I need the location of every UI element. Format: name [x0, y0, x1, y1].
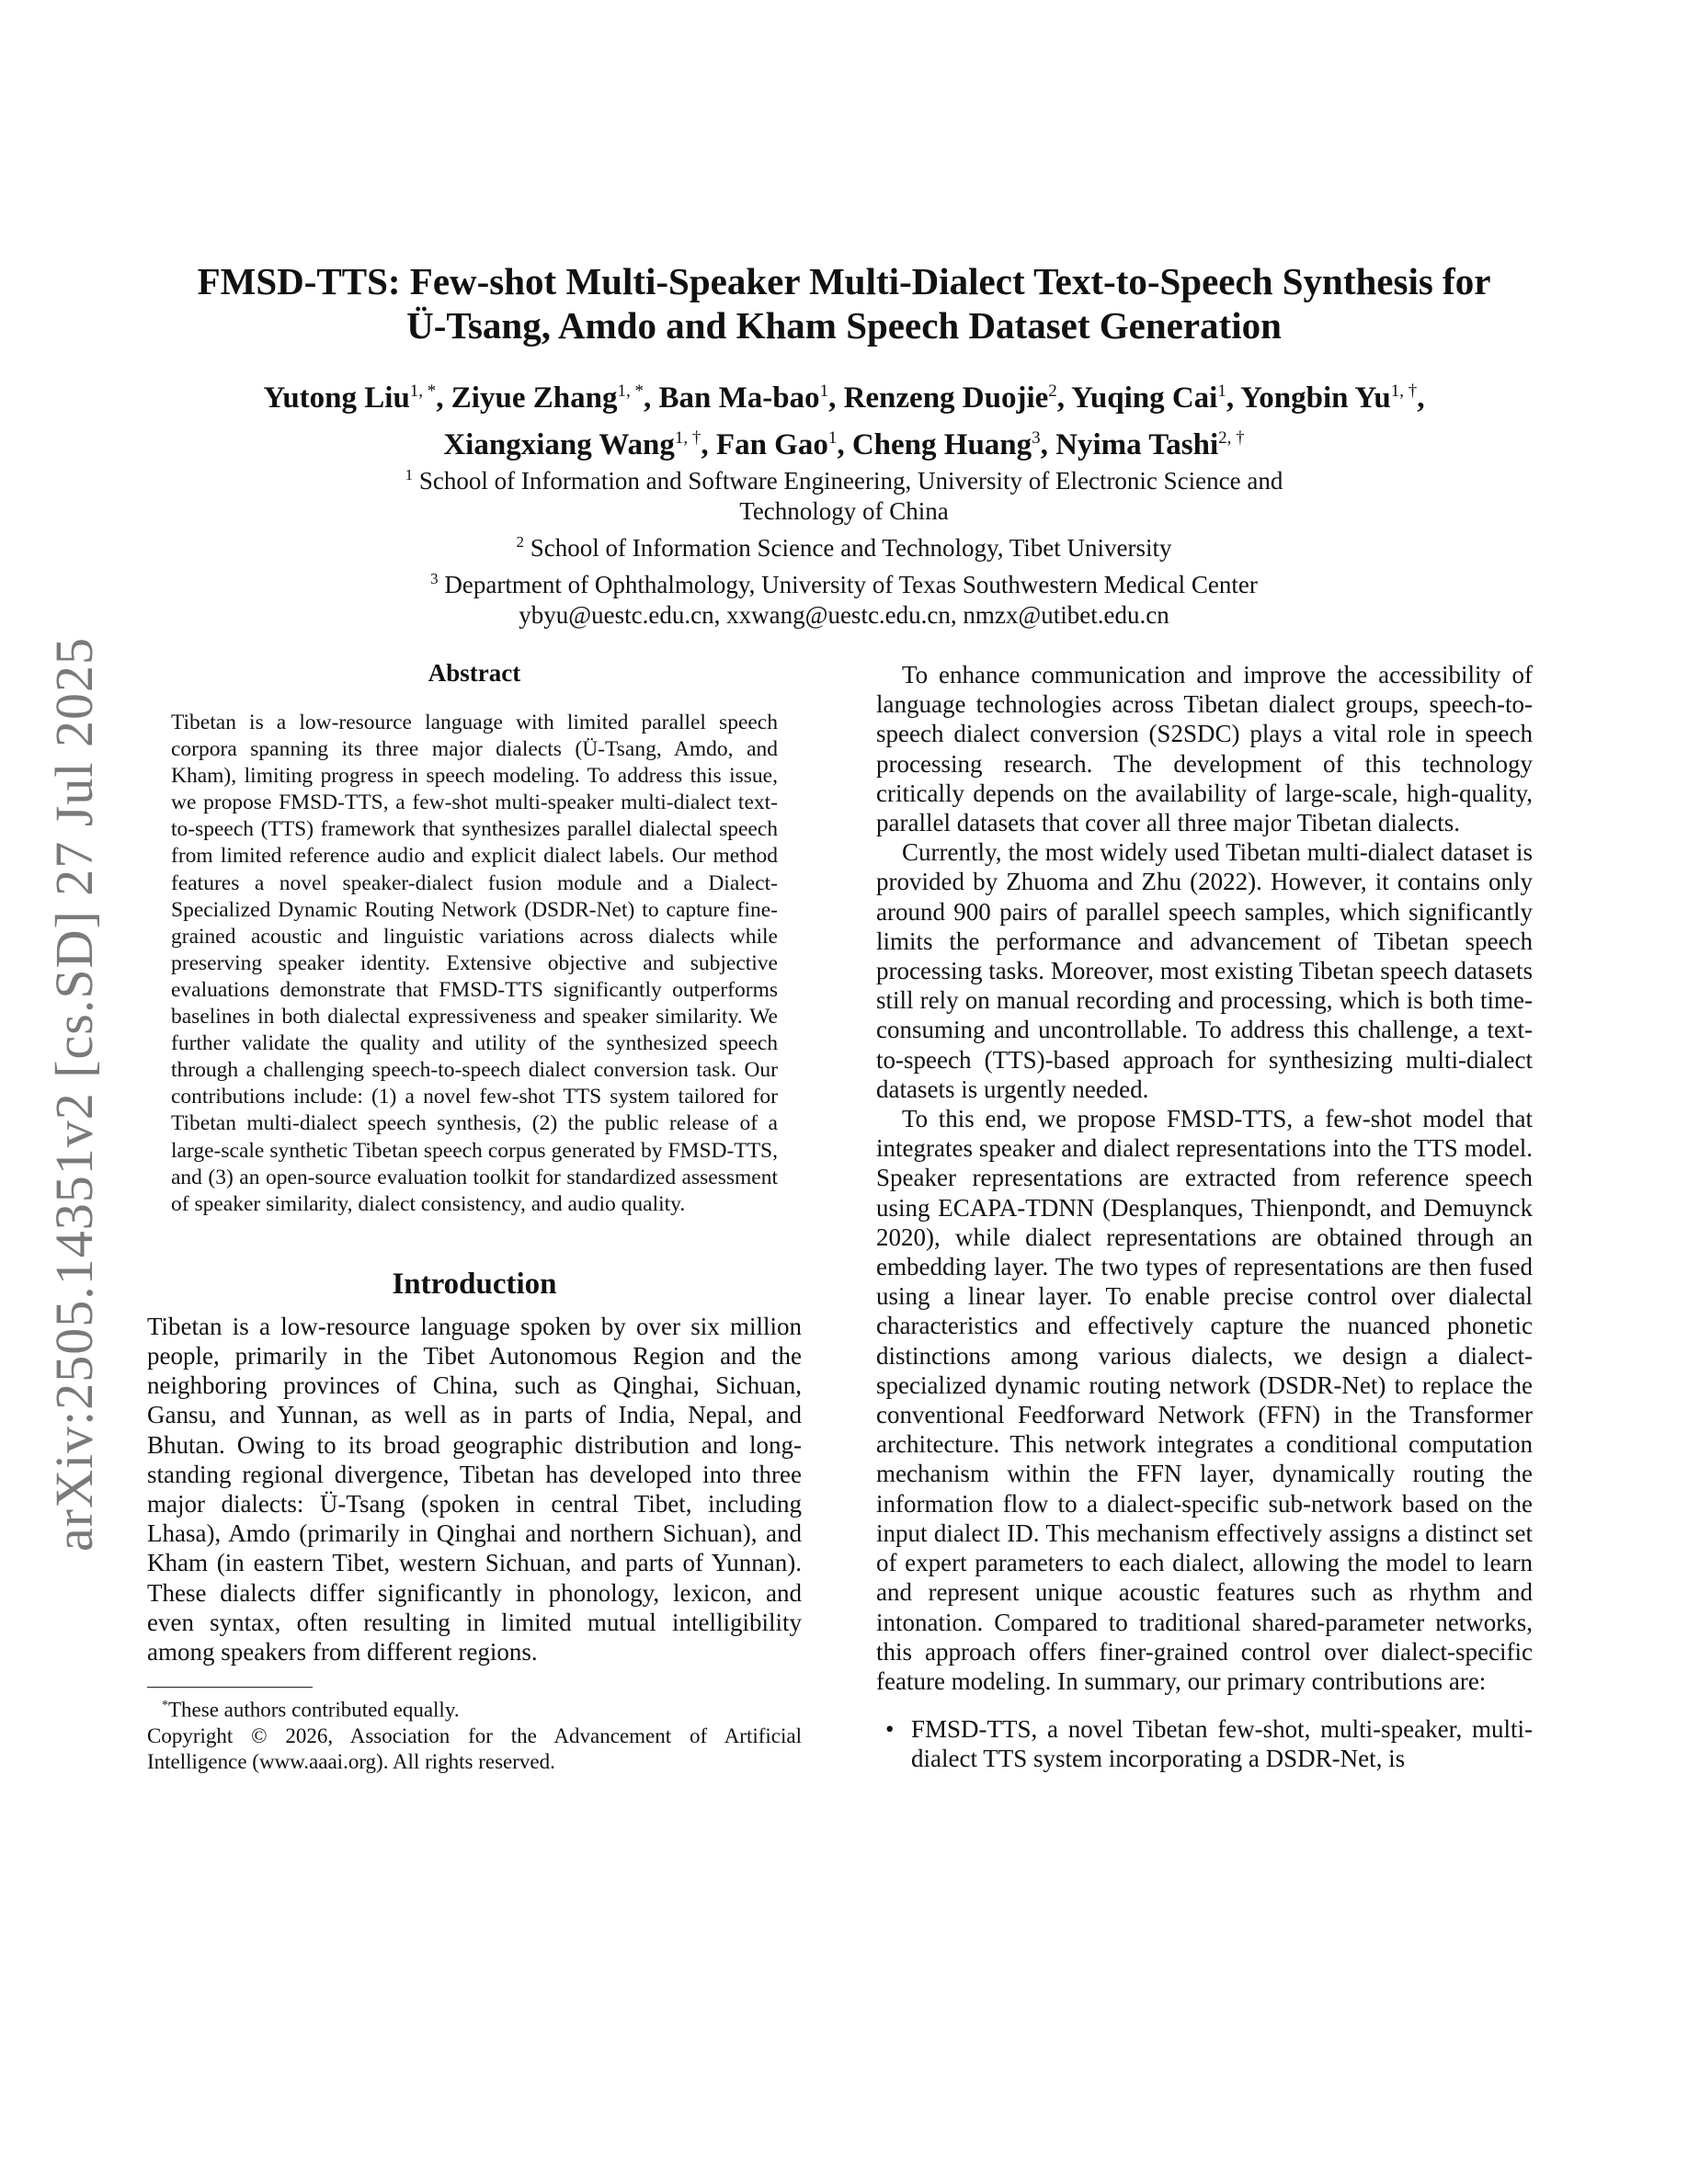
equal-contribution-footnote: *These authors contributed equally.	[162, 1698, 460, 1722]
author: Fan Gao$^1$,	[715, 428, 852, 461]
abstract-text: Tibetan is a low-resource language with limited parallel speech corpora spanning its three major dialects (Ü-Tsang, Amdo, and Kham), limiting progress in speech modeling. To address this issue, we propose FMSD-TTS, a few-shot multi-speaker multi-dialect text-to-speech (TTS) framework that synthesizes parallel dialectal speech from limited reference audio and explicit dialect labels. Our method features a novel speaker-dialect fusion module and a Dialect-Specialized Dynamic Routing Network (DSDR-Net) to capture fine-grained acoustic and linguistic variations across dialects while preserving speaker identity. Extensive objective and subjective evaluations demonstrate that FMSD-TTS significantly outperforms baselines in both dialectal expressiveness and speaker similarity. We further validate the quality and utility of the synthesized speech through a challenging speech-to-speech dialect conversion task. Our contributions include: (1) a novel few-shot TTS system tailored for Tibetan multi-dialect speech synthesis, (2) the public release of a large-scale synthetic Tibetan speech corpus generated by FMSD-TTS, and (3) an open-source evaluation toolkit for standardized assessment of speaker similarity, dialect consistency, and audio quality.	[171, 711, 778, 1216]
author: Ziyue Zhang$^{1, *}$,	[451, 381, 659, 415]
body-paragraph: To enhance communication and improve the accessibility of language technologies across Tibetan dialect groups, speech-to-speech dialect conversion (S2SDC) plays a vital role in speech processing research. The development of this technology critically depends on the availability of large-scale, high-quality, parallel datasets that cover all three major Tibetan dialects.	[876, 661, 1533, 837]
list-item	[876, 1714, 1533, 1773]
affiliations	[230, 460, 1458, 631]
abstract-heading: Abstract	[428, 659, 521, 687]
arxiv-identifier-text: arXiv:2505.14351v2 [cs.SD] 27 Jul 2025	[43, 636, 104, 1552]
contribution-text: FMSD-TTS, a novel Tibetan few-shot, multi-speaker, multi-dialect TTS system incorporating a DSDR-Net, is	[911, 1715, 1533, 1773]
copyright-notice: Copyright © 2026, Association for the Advancement of Artificial Intelligence (www.aaai.org). All rights reserved.	[147, 1723, 802, 1773]
title-line-2: Ü-Tsang, Amdo and Kham Speech Dataset Generation	[406, 304, 1282, 347]
footnote-divider	[147, 1687, 313, 1688]
body-paragraph: To this end, we propose FMSD-TTS, a few-shot model that integrates speaker and dialect representations into the TTS model. Speaker representations are extracted from reference speech using ECAPA-TDNN (Desplanques, Thienpondt, and Demuynck 2020), while dialect representations are obtained through an embedding layer. The two types of representations are then fused using a linear layer. To enable precise control over dialectal characteristics and effectively capture the nuanced phonetic distinctions among various dialects, we design a dialect-specialized dynamic routing network (DSDR-Net) to replace the conventional Feedforward Network (FFN) in the Transformer architecture. This network integrates a conditional computation mechanism within the FFN layer, dynamically routing the information flow to a dialect-specific sub-network based on the input dialect ID. This mechanism effectively assigns a distinct set of expert parameters to each dialect, allowing the model to learn and represent unique acoustic features such as rhythm and intonation. Compared to traditional shared-parameter networks, this approach offers finer-grained control over dialect-specific feature modeling. In summary, our primary contributions are:	[876, 1105, 1533, 1695]
title-line-1: FMSD-TTS: Few-shot Multi-Speaker Multi-Dialect Text-to-Speech Synthesis for	[197, 260, 1491, 302]
left-column	[147, 658, 802, 1775]
paper-title	[138, 259, 1550, 347]
affiliation-2: $^2$ School of Information Science and Technology, Tibet University	[516, 533, 1172, 562]
author: Cheng Huang$^3$,	[851, 428, 1056, 461]
author: Yongbin $Yu^{1, \dagger}$,	[1240, 381, 1425, 415]
arxiv-identifier	[35, 625, 112, 1563]
author: Yuqing Cai$^1$,	[1071, 381, 1241, 415]
author: Xiangxiang Wang$^{1, \dagger}$,	[443, 428, 716, 461]
right-column	[876, 660, 1533, 1774]
contributions-list	[876, 1714, 1533, 1773]
affiliation-1: $^1$ School of Information and Software Engineering, University of Electronic Science and Technology of China	[405, 466, 1283, 525]
author: Renzeng Duojie$^2$,	[843, 381, 1072, 415]
affiliation-3: $^3$ Department of Ophthalmology, University of Texas Southwestern Medical Center	[430, 570, 1258, 598]
introduction-heading: Introduction	[392, 1267, 557, 1301]
author: Nyima Tashi$^{2, \dagger}$	[1055, 428, 1245, 461]
author-emails: ybyu@uestc.edu.cn, xxwang@uestc.edu.cn, nmzx@utibet.edu.cn	[519, 601, 1169, 629]
author: Ban Ma-bao$^1$,	[658, 381, 844, 415]
author-list	[138, 371, 1550, 465]
author: Yutong Liu$^{1, *}$,	[263, 381, 451, 415]
bullet-icon: •	[885, 1715, 895, 1744]
introduction-paragraph: Tibetan is a low-resource language spoken by over six million people, primarily in the Tibet Autonomous Region and the neighboring provinces of China, such as Qinghai, Sichuan, Gansu, and Yunnan, as well as in parts of India, Nepal, and Bhutan. Owing to its broad geographic distribution and long-standing regional divergence, Tibetan has developed into three major dialects: Ü-Tsang (spoken in central Tibet, including Lhasa), Amdo (primarily in Qinghai and northern Sichuan), and Kham (in eastern Tibet, western Sichuan, and parts of Yunnan). These dialects differ significantly in phonology, lexicon, and even syntax, often resulting in limited mutual intelligibility among speakers from different regions.	[147, 1312, 802, 1666]
body-paragraph: Currently, the most widely used Tibetan multi-dialect dataset is provided by Zhuoma and Zhu (2022). However, it contains only around 900 pairs of parallel speech samples, which significantly limits the performance and advancement of Tibetan speech processing tasks. Moreover, most existing Tibetan speech datasets still rely on manual recording and processing, which is both time-consuming and uncontrollable. To address this challenge, a text-to-speech (TTS)-based approach for synthesizing multi-dialect datasets is urgently needed.	[876, 838, 1533, 1103]
